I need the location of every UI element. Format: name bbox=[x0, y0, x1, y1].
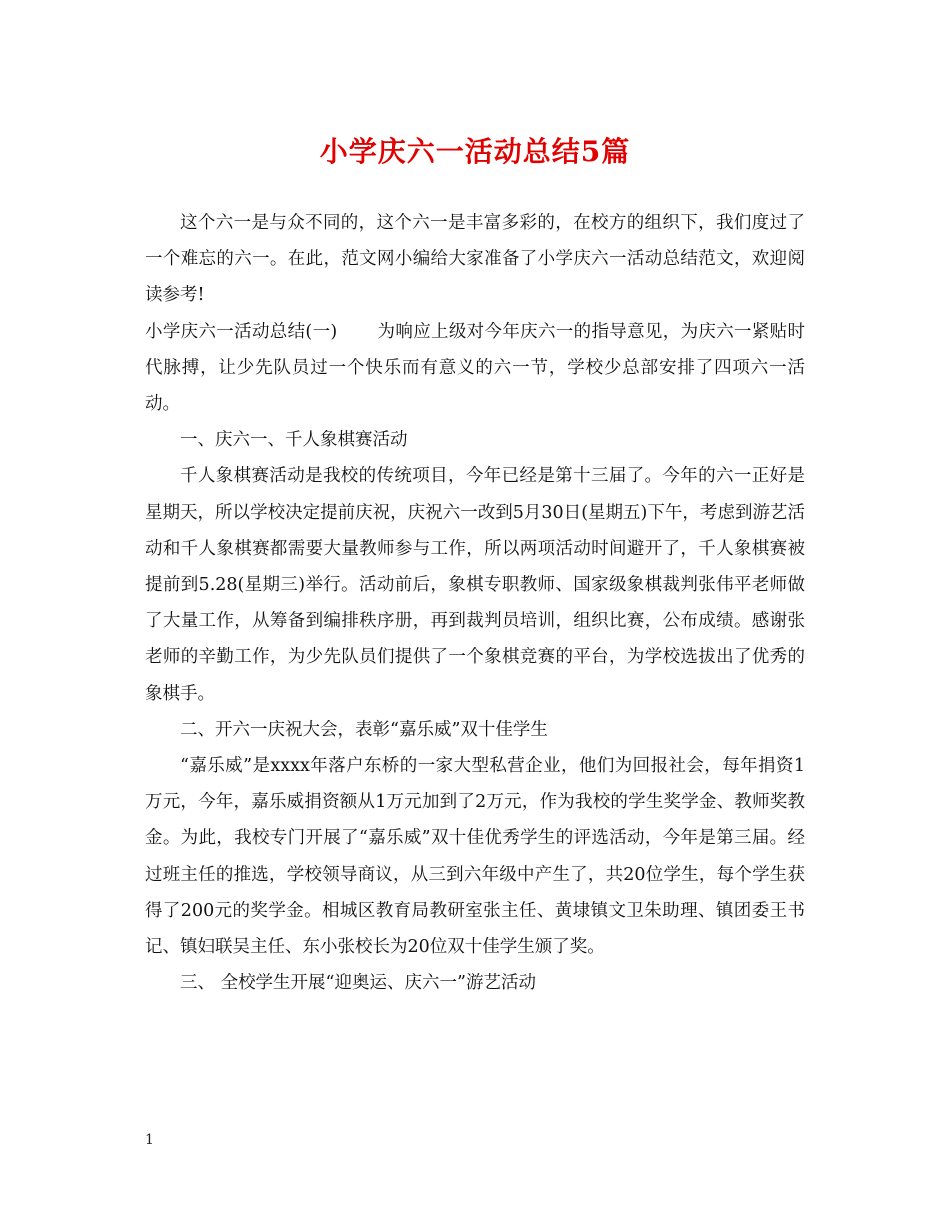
section-one-body: 千人象棋赛活动是我校的传统项目，今年已经是第十三届了。今年的六一正好是星期天，所以学校决定提前庆祝，庆祝六一改到5月30日(星期五)下午，考虑到游艺活动和千人象棋赛都需要大量教师参与工作，所以两项活动时间避开了，千人象棋赛被提前到5.28(星期三)举行。活动前后，象棋专职教师、国家级象棋裁判张伟平老师做了大量工作，从筹备到编排秩序册，再到裁判员培训，组织比赛，公布成绩。感谢张老师的辛勤工作，为少先队员们提供了一个象棋竞赛的平台，为学校选拔出了优秀的象棋手。 bbox=[145, 466, 805, 704]
intro-paragraph: 这个六一是与众不同的，这个六一是丰富多彩的，在校方的组织下，我们度过了一个难忘的六一。在此，范文网小编给大家准备了小学庆六一活动总结范文，欢迎阅读参考! bbox=[145, 213, 805, 306]
section-two-heading: 二、开六一庆祝大会，表彰“嘉乐威”双十佳学生 bbox=[180, 719, 548, 740]
summary-one-paragraph bbox=[145, 314, 805, 423]
document-body bbox=[145, 205, 805, 1001]
section-one-heading: 一、庆六一、千人象棋赛活动 bbox=[180, 430, 408, 451]
summary-one-heading: 小学庆六一活动总结(一) bbox=[145, 321, 338, 342]
page-number: 1 bbox=[145, 1132, 154, 1148]
summary-one-text: 为响应上级对今年庆六一的指导意见，为庆六一紧贴时代脉搏，让少先队员过一个快乐而有意义的六一节，学校少总部安排了四项六一活动。 bbox=[145, 321, 806, 415]
section-three-heading: 三、 全校学生开展“迎奥运、庆六一”游艺活动 bbox=[180, 973, 536, 994]
section-two-body: “嘉乐威”是xxxx年落户东桥的一家大型私营企业，他们为回报社会，每年捐资1万元，今年，嘉乐威捐资额从1万元加到了2万元，作为我校的学生奖学金、教师奖教金。为此，我校专门开展了“嘉乐威”双十佳优秀学生的评选活动，今年是第三届。经过班主任的推选，学校领导商议，从三到六年级中产生了，共20位学生，每个学生获得了200元的奖学金。相城区教育局教研室张主任、黄埭镇文卫朱助理、镇团委王书记、镇妇联吴主任、东小张校长为20位双十佳学生颁了奖。 bbox=[145, 756, 805, 958]
document-title: 小学庆六一活动总结5篇 bbox=[319, 135, 631, 168]
